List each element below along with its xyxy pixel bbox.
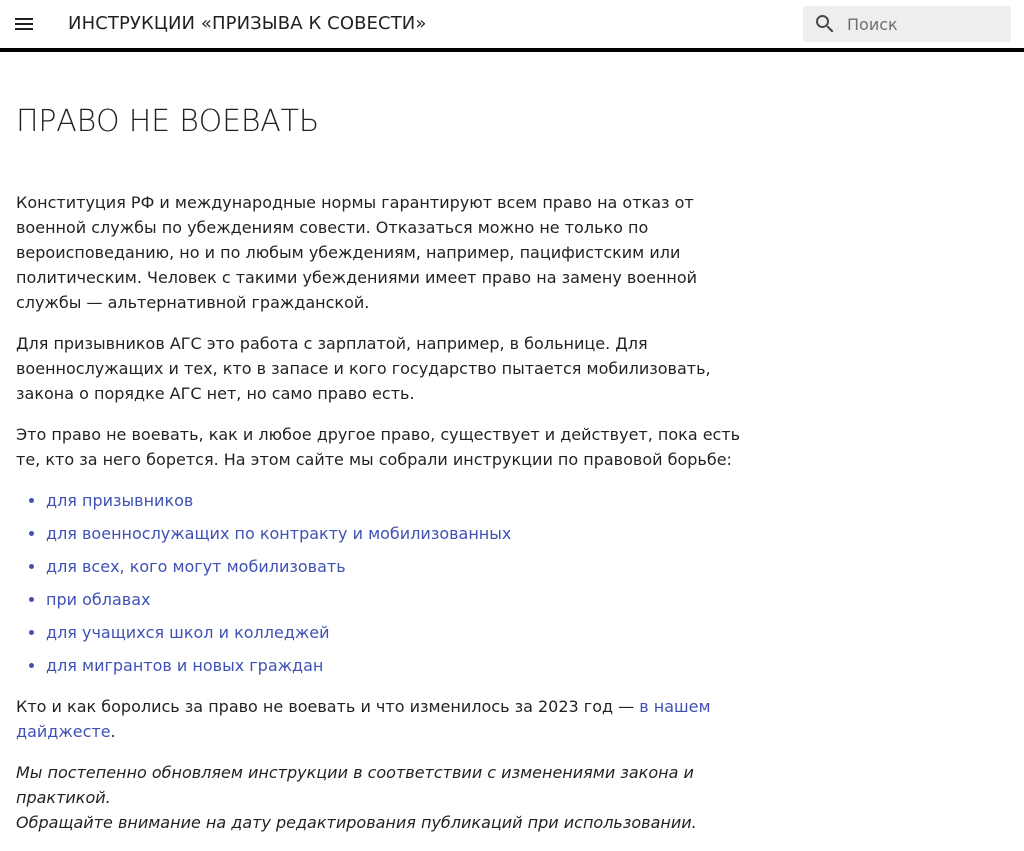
digest-end: . [110, 722, 116, 741]
list-item [46, 587, 764, 612]
site-title[interactable]: ИНСТРУКЦИИ «ПРИЗЫВА К СОВЕСТИ» [68, 13, 427, 34]
menu-icon [12, 12, 36, 36]
paragraph-rights: Это право не воевать, как и любое другое право, существует и действует, пока есть те, кто за него борется. На этом сайте мы собрали инструкции по правовой борьбе: [16, 425, 741, 469]
paragraph-digest [16, 694, 764, 744]
list-item [46, 488, 764, 513]
note-line-2: Обращайте внимание на дату редактирования публикаций при использовании. [16, 813, 697, 832]
link-students[interactable]: для учащихся школ и колледжей [46, 623, 330, 642]
digest-link[interactable]: в нашем дайджесте [16, 697, 711, 741]
link-all-mobilizable[interactable]: для всех, кого могут мобилизовать [46, 557, 346, 576]
link-contract-mobilized[interactable]: для военнослужащих по контракту и мобилизованных [46, 524, 512, 543]
update-note [16, 760, 764, 835]
instructions-list [16, 488, 764, 678]
page-title: ПРАВО НЕ ВОЕВАТЬ [16, 104, 320, 139]
link-raids[interactable]: при облавах [46, 590, 151, 609]
link-migrants[interactable]: для мигрантов и новых граждан [46, 656, 324, 675]
list-item [46, 653, 764, 678]
paragraph-constitution: Конституция РФ и международные нормы гарантируют всем право на отказ от военной службы по убеждениям совести. Отказаться можно не только по вероисповеданию, но и по любым убеждениям, например, пацифистским или политическим. Человек с такими убеждениями имеет право на замену военной службы — альтернативной гражданской. [16, 193, 698, 312]
search-input[interactable] [847, 6, 1007, 42]
menu-button[interactable] [10, 10, 38, 38]
list-item [46, 521, 764, 546]
list-item [46, 554, 764, 579]
search-icon [813, 12, 837, 36]
main-content [16, 100, 764, 851]
link-conscripts[interactable]: для призывников [46, 491, 194, 510]
list-item [46, 620, 764, 645]
note-line-1: Мы постепенно обновляем инструкции в соответствии с изменениями закона и практикой. [16, 763, 694, 807]
top-header [0, 0, 1024, 52]
digest-text: Кто и как боролись за право не воевать и что изменилось за 2023 год — [16, 697, 640, 716]
search-box[interactable] [803, 6, 1011, 42]
paragraph-ags: Для призывников АГС это работа с зарплатой, например, в больнице. Для военнослужащих и тех, кто в запасе и кого государство пытается мобилизовать, закона о порядке АГС нет, но само право есть. [16, 334, 711, 403]
